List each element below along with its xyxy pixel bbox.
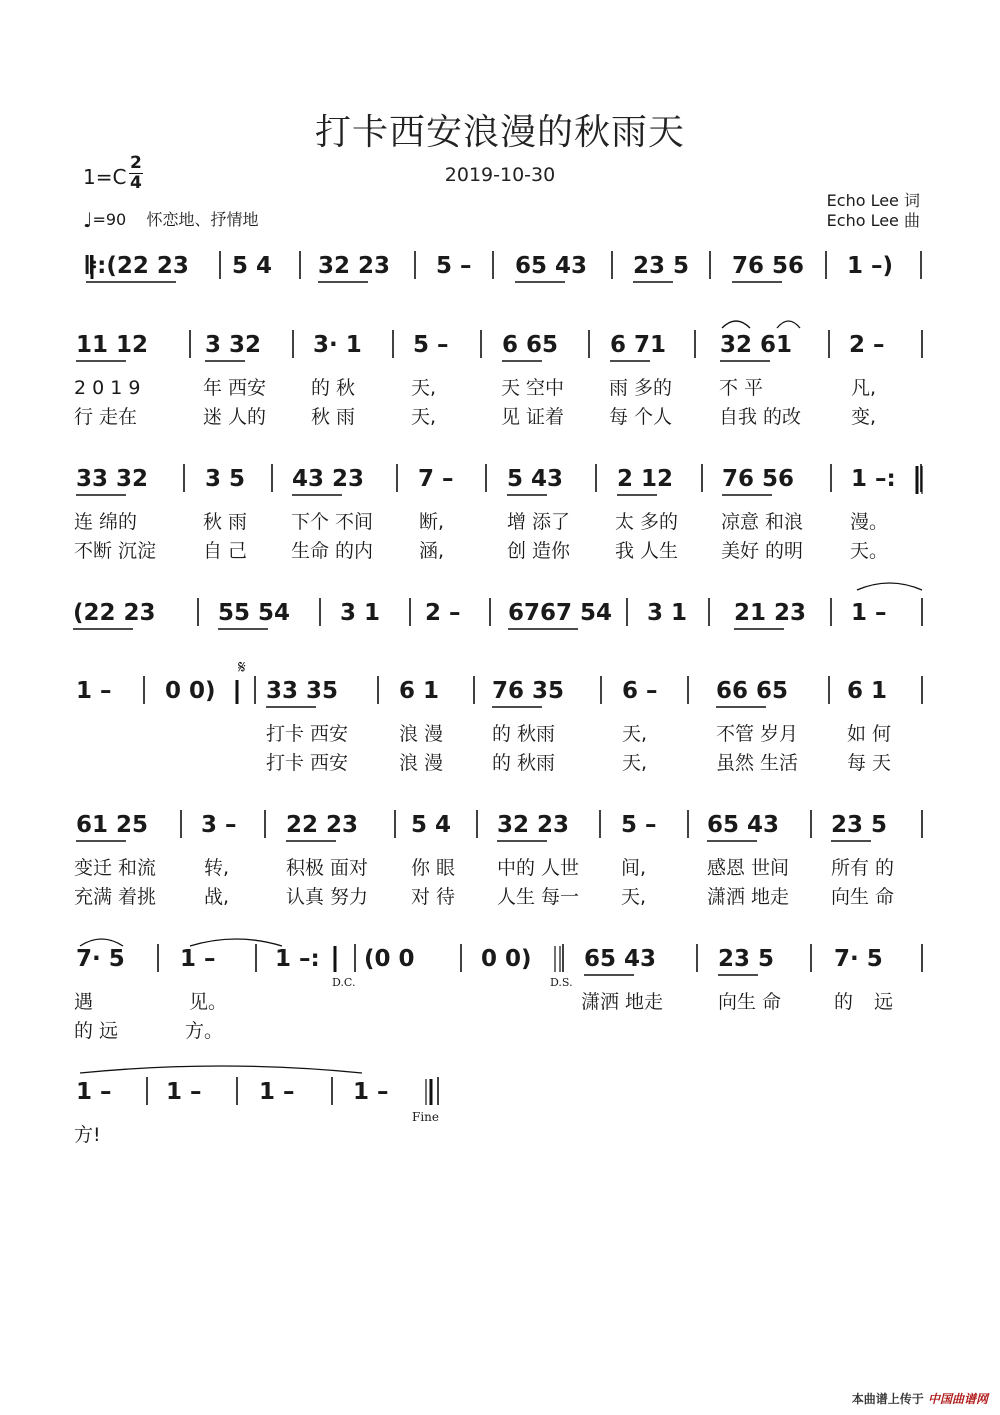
lyric-syllables: 变, [851, 406, 877, 428]
lyric-syllables: 的 秋 [311, 377, 356, 399]
lyric-syllables: 年 西安 [203, 377, 267, 399]
lyric-syllables: 天, [622, 752, 648, 774]
lyric-syllables: 的 [834, 991, 854, 1013]
lyric-syllables: 见 证着 [501, 406, 565, 428]
measure-notes: 𝄆:(22 23 [86, 253, 189, 279]
measure-notes: 5 – [413, 332, 449, 358]
lyric-syllables: 远 [874, 991, 894, 1013]
lyric-syllables: 潇洒 地走 [707, 886, 790, 908]
measure-notes: 3· 1 [313, 332, 362, 358]
measure-notes: 6 65 [502, 332, 559, 358]
lyric-syllables: 天, [411, 406, 437, 428]
lyric-syllables: 凉意 和浪 [721, 511, 804, 533]
measure-notes: 1 – [76, 678, 112, 704]
lyric-syllables: 断, [419, 511, 445, 533]
measure-notes: 32 23 [318, 253, 391, 279]
lyric-syllables: 天。 [850, 540, 889, 562]
measure-notes: 1 – [353, 1079, 389, 1105]
lyric-syllables: 见。 [189, 991, 228, 1013]
lyric-syllables: 方。 [185, 1020, 224, 1042]
measure-notes: 11 12 [76, 332, 149, 358]
lyricist-credit: Echo Lee 词 [826, 191, 920, 210]
lyric-syllables: 创 造你 [507, 540, 571, 562]
lyric-syllables: 方! [74, 1124, 101, 1146]
measure-notes: (0 0 [364, 946, 415, 972]
time-signature-bottom: 4 [130, 173, 142, 193]
lyric-syllables: 你 眼 [411, 857, 456, 879]
measure-notes: 7· 5 [76, 946, 125, 972]
measure-notes: 61 25 [76, 812, 149, 838]
tempo-value: =90 [92, 210, 127, 229]
measure-notes: 21 23 [734, 600, 807, 626]
measure-notes: 66 65 [716, 678, 789, 704]
measure-notes: 1 – [851, 600, 887, 626]
measure-notes: 23 5 [831, 812, 888, 838]
measure-notes: 76 35 [492, 678, 565, 704]
measure-notes: 6767 54 [508, 600, 613, 626]
lyric-syllables: 美好 的明 [721, 540, 804, 562]
measure-notes: 43 23 [292, 466, 365, 492]
measure-notes: 76 56 [722, 466, 795, 492]
lyric-syllables: 自我 的改 [719, 406, 802, 428]
lyric-syllables: 中的 人世 [497, 857, 580, 879]
measure-notes: 1 – [259, 1079, 295, 1105]
lyric-syllables: 天 空中 [501, 377, 565, 399]
lyric-syllables: 积极 面对 [286, 857, 369, 879]
lyric-syllables: 漫。 [850, 511, 889, 533]
key-signature: 1=C [83, 165, 127, 189]
slur [190, 939, 282, 946]
site-brand: 中国曲谱网 [927, 1392, 988, 1406]
lyric-syllables: 转, [204, 857, 230, 879]
measure-notes: 1 –) [847, 253, 894, 279]
measure-notes: 1 – [76, 1079, 112, 1105]
lyric-syllables: 自 己 [203, 540, 248, 562]
slur [777, 321, 800, 328]
footer-prefix: 本曲谱上传于 [851, 1392, 924, 1406]
lyric-syllables: 每 天 [847, 752, 892, 774]
lyric-syllables: 迷 人的 [203, 406, 267, 428]
measure-notes: 7 – [418, 466, 454, 492]
measure-notes: 1 –: [275, 946, 320, 972]
lyric-syllables: 打卡 西安 [266, 723, 349, 745]
lyric-syllables: 打卡 西安 [266, 752, 349, 774]
score-title: 打卡西安浪漫的秋雨天 [314, 112, 685, 153]
lyric-syllables: 潇洒 地走 [581, 991, 664, 1013]
slur [722, 321, 750, 328]
measure-notes: 6 – [622, 678, 658, 704]
lyric-syllables: 天, [621, 886, 647, 908]
lyric-syllables: 虽然 生活 [716, 752, 799, 774]
measure-notes: 3 1 [647, 600, 688, 626]
measure-notes: 5 43 [507, 466, 564, 492]
measure-notes: 76 56 [732, 253, 805, 279]
measure-notes: 6 1 [847, 678, 888, 704]
lyric-syllables: 凡, [851, 377, 877, 399]
slur [80, 1066, 362, 1073]
lyric-syllables: 向生 命 [718, 991, 782, 1013]
measure-notes: 5 4 [232, 253, 273, 279]
measure-notes: 7· 5 [834, 946, 883, 972]
time-signature-top: 2 [130, 153, 142, 173]
measure-notes: 55 54 [218, 600, 291, 626]
lyric-syllables: 的 秋雨 [492, 723, 556, 745]
lyric-syllables: 秋 雨 [311, 406, 356, 428]
lyric-syllables: 向生 命 [831, 886, 895, 908]
lyric-syllables: 如 何 [847, 723, 892, 745]
measure-notes: 33 35 [266, 678, 339, 704]
measure-notes: 5 – [621, 812, 657, 838]
lyric-syllables: 增 添了 [507, 511, 571, 533]
lyric-syllables: 我 人生 [615, 540, 679, 562]
lyric-syllables: 雨 多的 [609, 377, 673, 399]
lyric-syllables: 变迁 和流 [74, 857, 157, 879]
lyric-syllables: 太 多的 [615, 511, 679, 533]
lyric-syllables: 2 0 1 9 [74, 377, 141, 399]
expression-text: 怀恋地、抒情地 [146, 210, 259, 229]
lyric-syllables: 人生 每一 [497, 886, 580, 908]
lyric-syllables: 每 个人 [609, 406, 673, 428]
lyric-syllables: 遇 [74, 991, 94, 1013]
score-date: 2019-10-30 [444, 164, 556, 186]
measure-notes: 1 – [180, 946, 216, 972]
measure-notes: 6 71 [610, 332, 667, 358]
measure-notes: 32 23 [497, 812, 570, 838]
measure-notes: 0 0) [481, 946, 532, 972]
lyric-syllables: 行 走在 [74, 406, 138, 428]
lyric-syllables: 充满 着挑 [74, 886, 157, 908]
lyric-syllables: 连 绵的 [74, 511, 138, 533]
ds-mark: D.S. [550, 976, 573, 989]
measure-notes: 65 43 [515, 253, 588, 279]
dc-mark: D.C. [332, 976, 356, 989]
lyric-syllables: 浪 漫 [399, 723, 444, 745]
slur [80, 939, 123, 946]
lyric-syllables: 天, [622, 723, 648, 745]
lyric-syllables: 浪 漫 [399, 752, 444, 774]
quarter-note-icon: ♩ [83, 208, 93, 232]
measure-notes: 3 32 [205, 332, 262, 358]
measure-notes: 0 0) [165, 678, 216, 704]
lyric-syllables: 认真 努力 [286, 886, 369, 908]
lyric-syllables: 间, [621, 857, 647, 879]
lyric-syllables: 不 平 [719, 377, 764, 399]
measure-notes: 2 12 [617, 466, 674, 492]
measure-notes: 23 5 [718, 946, 775, 972]
lyric-syllables: 战, [204, 886, 230, 908]
measure-notes: 65 43 [584, 946, 657, 972]
measure-notes: 5 – [436, 253, 472, 279]
lyric-syllables: 的 秋雨 [492, 752, 556, 774]
lyric-syllables: 生命 的内 [291, 540, 374, 562]
measure-notes: 3 5 [205, 466, 246, 492]
lyric-syllables: 秋 雨 [203, 511, 248, 533]
lyric-syllables: 所有 的 [831, 857, 895, 879]
measure-notes: (22 23 [73, 600, 156, 626]
lyric-syllables: 不断 沉淀 [74, 540, 157, 562]
lyric-syllables: 天, [411, 377, 437, 399]
measure-notes: 65 43 [707, 812, 780, 838]
lyric-syllables: 不管 岁月 [716, 723, 799, 745]
lyric-syllables: 涵, [419, 540, 445, 562]
measure-notes: 3 – [201, 812, 237, 838]
measure-notes: 32 61 [720, 332, 793, 358]
slur [857, 583, 922, 590]
measure-notes: 2 – [425, 600, 461, 626]
measure-notes: 1 –: [851, 466, 896, 492]
measure-notes: 6 1 [399, 678, 440, 704]
fine-mark: Fine [412, 1110, 439, 1124]
lyric-syllables: 的 远 [74, 1020, 119, 1042]
lyric-syllables: 对 待 [411, 886, 456, 908]
segno-mark: 𝄋 [238, 657, 246, 678]
measure-notes: 2 – [849, 332, 885, 358]
measure-notes: 22 23 [286, 812, 359, 838]
lyric-syllables: 感恩 世间 [707, 857, 790, 879]
measure-notes: 23 5 [633, 253, 690, 279]
lyric-syllables: 下个 不间 [291, 511, 374, 533]
measure-notes: 1 – [166, 1079, 202, 1105]
measure-notes: 33 32 [76, 466, 149, 492]
measure-notes: 5 4 [411, 812, 452, 838]
composer-credit: Echo Lee 曲 [826, 211, 920, 230]
measure-notes: 3 1 [340, 600, 381, 626]
